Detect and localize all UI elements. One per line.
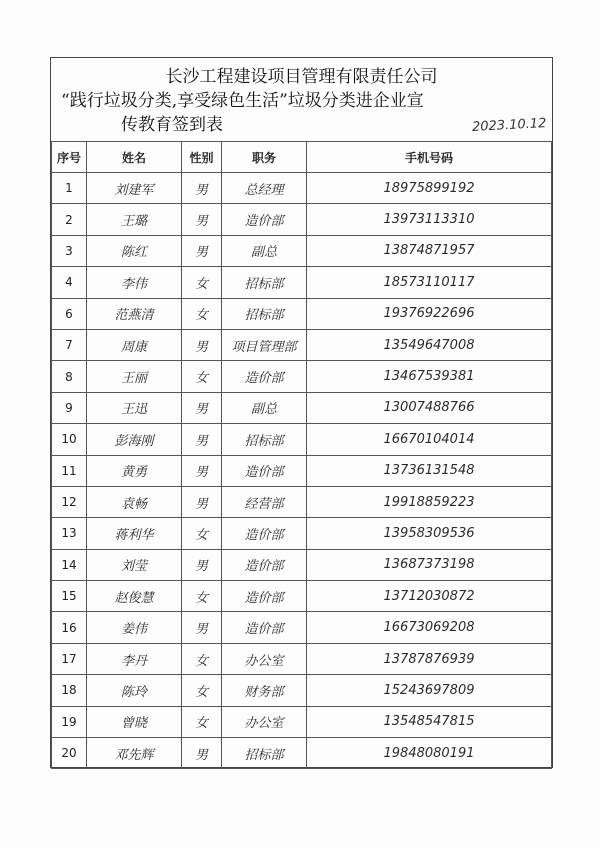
gender: 男 [182, 204, 222, 235]
phone: 16670104014 [307, 424, 552, 455]
row-number: 18 [52, 675, 87, 706]
row-number: 7 [52, 329, 87, 360]
row-number: 15 [52, 581, 87, 612]
position: 办公室 [222, 706, 307, 737]
row-number: 6 [52, 298, 87, 329]
column-header: 序号 [52, 142, 87, 173]
position: 招标部 [222, 424, 307, 455]
table-row [52, 173, 552, 204]
row-number: 11 [52, 455, 87, 486]
gender: 男 [182, 486, 222, 517]
event-title: “践行垃圾分类,享受绿色生活”垃圾分类进企业宣 [61, 91, 424, 111]
name: 王迅 [87, 392, 182, 423]
gender: 男 [182, 738, 222, 769]
gender: 女 [182, 518, 222, 549]
name: 彭海刚 [87, 424, 182, 455]
position: 造价部 [222, 549, 307, 580]
name: 刘建军 [87, 173, 182, 204]
name: 邓先辉 [87, 738, 182, 769]
table-row [52, 235, 552, 266]
gender: 男 [182, 392, 222, 423]
gender: 男 [182, 455, 222, 486]
table-row [52, 424, 552, 455]
column-header: 性别 [182, 142, 222, 173]
phone: 13736131548 [307, 455, 552, 486]
attendance-table [51, 141, 552, 769]
table-row [52, 361, 552, 392]
name: 蒋利华 [87, 518, 182, 549]
phone: 13973113310 [307, 204, 552, 235]
gender: 女 [182, 581, 222, 612]
table-row [52, 204, 552, 235]
phone: 13958309536 [307, 518, 552, 549]
gender: 女 [182, 267, 222, 298]
gender: 男 [182, 612, 222, 643]
position: 造价部 [222, 612, 307, 643]
phone: 16673069208 [307, 612, 552, 643]
position: 副总 [222, 392, 307, 423]
row-number: 10 [52, 424, 87, 455]
gender: 男 [182, 329, 222, 360]
table-row [52, 675, 552, 706]
table-row [52, 298, 552, 329]
position: 财务部 [222, 675, 307, 706]
name: 刘莹 [87, 549, 182, 580]
sign-in-sheet [50, 57, 553, 768]
gender: 女 [182, 675, 222, 706]
table-row [52, 738, 552, 769]
table-row [52, 581, 552, 612]
phone: 15243697809 [307, 675, 552, 706]
position: 总经理 [222, 173, 307, 204]
row-number: 17 [52, 643, 87, 674]
phone: 13787876939 [307, 643, 552, 674]
position: 造价部 [222, 455, 307, 486]
gender: 女 [182, 643, 222, 674]
name: 赵俊慧 [87, 581, 182, 612]
name: 范燕清 [87, 298, 182, 329]
gender: 男 [182, 235, 222, 266]
position: 副总 [222, 235, 307, 266]
position: 造价部 [222, 361, 307, 392]
gender: 女 [182, 298, 222, 329]
name: 陈玲 [87, 675, 182, 706]
position: 招标部 [222, 298, 307, 329]
name: 陈红 [87, 235, 182, 266]
phone: 13548547815 [307, 706, 552, 737]
phone: 18573110117 [307, 267, 552, 298]
table-header [52, 142, 552, 173]
name: 李伟 [87, 267, 182, 298]
table-row [52, 643, 552, 674]
phone: 19848080191 [307, 738, 552, 769]
name: 李丹 [87, 643, 182, 674]
name: 曾晓 [87, 706, 182, 737]
position: 经营部 [222, 486, 307, 517]
phone: 13549647008 [307, 329, 552, 360]
column-header: 姓名 [87, 142, 182, 173]
position: 造价部 [222, 518, 307, 549]
position: 造价部 [222, 204, 307, 235]
name: 袁畅 [87, 486, 182, 517]
table-row [52, 329, 552, 360]
company-title: 长沙工程建设项目管理有限责任公司 [165, 67, 438, 87]
position: 招标部 [222, 738, 307, 769]
phone: 13874871957 [307, 235, 552, 266]
position: 招标部 [222, 267, 307, 298]
event-title-cont: 传教育签到表 [121, 115, 223, 135]
table-row [52, 706, 552, 737]
phone: 13467539381 [307, 361, 552, 392]
table-row [52, 267, 552, 298]
row-number: 3 [52, 235, 87, 266]
phone: 18975899192 [307, 173, 552, 204]
row-number: 2 [52, 204, 87, 235]
row-number: 1 [52, 173, 87, 204]
table-row [52, 392, 552, 423]
handwritten-date: 2023.10.12 [471, 116, 547, 135]
row-number: 13 [52, 518, 87, 549]
name: 黄勇 [87, 455, 182, 486]
row-number: 9 [52, 392, 87, 423]
name: 周康 [87, 329, 182, 360]
row-number: 20 [52, 738, 87, 769]
table-row [52, 486, 552, 517]
row-number: 12 [52, 486, 87, 517]
row-number: 8 [52, 361, 87, 392]
name: 王丽 [87, 361, 182, 392]
gender: 男 [182, 549, 222, 580]
row-number: 14 [52, 549, 87, 580]
row-number: 4 [52, 267, 87, 298]
position: 造价部 [222, 581, 307, 612]
gender: 男 [182, 173, 222, 204]
column-header: 职务 [222, 142, 307, 173]
position: 项目管理部 [222, 329, 307, 360]
position: 办公室 [222, 643, 307, 674]
phone: 19918859223 [307, 486, 552, 517]
phone: 13712030872 [307, 581, 552, 612]
phone: 13007488766 [307, 392, 552, 423]
gender: 男 [182, 424, 222, 455]
phone: 19376922696 [307, 298, 552, 329]
gender: 女 [182, 361, 222, 392]
row-number: 19 [52, 706, 87, 737]
table-row [52, 612, 552, 643]
name: 王璐 [87, 204, 182, 235]
column-header: 手机号码 [307, 142, 552, 173]
table-row [52, 518, 552, 549]
gender: 女 [182, 706, 222, 737]
table-row [52, 549, 552, 580]
table-row [52, 455, 552, 486]
name: 姜伟 [87, 612, 182, 643]
row-number: 16 [52, 612, 87, 643]
phone: 13687373198 [307, 549, 552, 580]
